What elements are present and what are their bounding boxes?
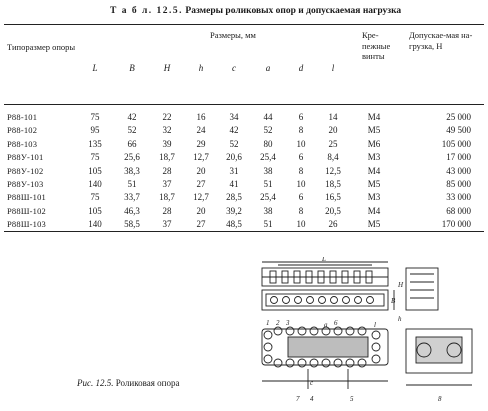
table-cell: 39,2 bbox=[226, 205, 242, 216]
column-header-h: h bbox=[198, 63, 204, 73]
table-cell: 26 bbox=[328, 219, 338, 230]
table-cell: 8 bbox=[298, 125, 304, 136]
row-type-size: Р88Ш-103 bbox=[7, 219, 46, 230]
header-load: Допускае-мая на-грузка, Н bbox=[409, 30, 473, 51]
table-cell: 52 bbox=[127, 125, 137, 136]
table-cell: М6 bbox=[367, 138, 381, 149]
figure-caption bbox=[77, 378, 179, 388]
table-cell: 46,3 bbox=[124, 205, 140, 216]
table-cell: 20,6 bbox=[226, 152, 242, 163]
svg-text:h: h bbox=[398, 315, 402, 323]
table-cell: 48,5 bbox=[226, 219, 242, 230]
table-cell: 20 bbox=[196, 165, 206, 176]
svg-text:c: c bbox=[310, 379, 314, 387]
row-type-size: Р88-101 bbox=[7, 112, 38, 122]
svg-text:B: B bbox=[391, 297, 396, 305]
row-type-size: Р88У-103 bbox=[7, 179, 44, 189]
table-cell: 51 bbox=[263, 179, 273, 189]
table-cell: 38,3 bbox=[124, 165, 140, 176]
row-type-size: Р88Ш-101 bbox=[7, 192, 46, 203]
table-cell: 105 bbox=[88, 165, 102, 176]
header-dimensions: Размеры, мм bbox=[210, 30, 256, 40]
header-type-size: Типоразмер опоры bbox=[7, 42, 76, 52]
svg-text:5: 5 bbox=[350, 395, 354, 403]
table-cell: 32 bbox=[162, 125, 172, 136]
svg-text:a: a bbox=[324, 321, 328, 329]
svg-text:H: H bbox=[398, 281, 404, 289]
table-cell: 6 bbox=[298, 152, 304, 163]
table-cell: М4 bbox=[367, 165, 381, 176]
table-cell: 39 bbox=[162, 138, 172, 149]
table-cell: 58,5 bbox=[124, 219, 140, 230]
table-cell: 20 bbox=[196, 205, 206, 216]
table-label: Т а б л. 12.5. bbox=[110, 6, 184, 16]
table-cell: 41 bbox=[229, 179, 239, 189]
table-cell: 49 500 bbox=[446, 125, 471, 136]
table-cell: М5 bbox=[367, 179, 381, 189]
table-bottom-rule bbox=[4, 231, 484, 232]
table-cell: 85 000 bbox=[446, 179, 471, 189]
table-cell: 18,7 bbox=[159, 152, 175, 163]
table-cell: 18,7 bbox=[159, 192, 175, 203]
table-cell: М3 bbox=[367, 152, 381, 163]
column-header-h: H bbox=[163, 63, 171, 73]
svg-text:3: 3 bbox=[286, 319, 290, 327]
table-cell: М5 bbox=[367, 219, 381, 230]
caption-text: Роликовая опора bbox=[115, 378, 180, 388]
svg-text:1: 1 bbox=[266, 319, 270, 327]
row-type-size: Р88-102 bbox=[7, 125, 38, 136]
middle-view-body bbox=[262, 290, 388, 310]
table-cell: 80 bbox=[263, 138, 273, 149]
table-cell: 20 bbox=[328, 125, 338, 136]
table-cell: М5 bbox=[367, 125, 381, 136]
table-cell: 10 bbox=[296, 219, 306, 230]
table-cell: 20,5 bbox=[325, 205, 341, 216]
svg-text:L: L bbox=[322, 257, 326, 263]
table-cell: 12,7 bbox=[193, 192, 209, 203]
table-cell: 8,4 bbox=[327, 152, 339, 163]
table-cell: 8 bbox=[298, 205, 304, 216]
svg-text:2: 2 bbox=[276, 319, 280, 327]
table-cell: 105 bbox=[88, 205, 102, 216]
row-type-size: Р88У-101 bbox=[7, 152, 44, 163]
column-header-d: d bbox=[298, 63, 304, 73]
table-cell: М3 bbox=[367, 192, 381, 203]
table-cell: 37 bbox=[162, 179, 172, 189]
row-type-size: Р88У-102 bbox=[7, 165, 44, 176]
column-header-l: L bbox=[92, 63, 98, 73]
table-cell: 140 bbox=[88, 219, 102, 230]
table-cell: 27 bbox=[196, 179, 206, 189]
table-cell: 43 000 bbox=[446, 165, 471, 176]
svg-text:6: 6 bbox=[334, 319, 338, 327]
table-cell: 18,5 bbox=[325, 179, 341, 189]
table-cell: 12,7 bbox=[193, 152, 209, 163]
table-cell: 28,5 bbox=[226, 192, 242, 203]
table-cell: 16 bbox=[196, 112, 206, 122]
table-cell: 25,4 bbox=[260, 192, 276, 203]
table-cell: 25,4 bbox=[260, 152, 276, 163]
column-header-b: B bbox=[129, 63, 135, 73]
table-cell: 75 bbox=[90, 192, 100, 203]
table-cell: 52 bbox=[229, 138, 239, 149]
table-cell: 10 bbox=[296, 138, 306, 149]
table-cell: 28 bbox=[162, 205, 172, 216]
row-type-size: Р88-103 bbox=[7, 138, 38, 149]
table-cell: 27 bbox=[196, 219, 206, 230]
table-cell: 51 bbox=[263, 219, 273, 230]
header-bottom-rule bbox=[4, 104, 484, 105]
table-cell: 140 bbox=[88, 179, 102, 189]
table-caption: Размеры роликовых опор и допускаемая нагрузка bbox=[185, 6, 402, 16]
column-header-c: c bbox=[232, 63, 236, 73]
table-cell: 66 bbox=[127, 138, 137, 149]
table-top-rule bbox=[4, 24, 484, 25]
table-cell: 38 bbox=[263, 205, 273, 216]
table-cell: 25,6 bbox=[124, 152, 140, 163]
table-cell: 12,5 bbox=[325, 165, 341, 176]
svg-text:8: 8 bbox=[438, 395, 442, 403]
table-cell: 25 bbox=[328, 138, 338, 149]
table-cell: 135 bbox=[88, 138, 102, 149]
table-cell: М4 bbox=[367, 112, 381, 122]
table-cell: 29 bbox=[196, 138, 206, 149]
table-cell: 33 000 bbox=[446, 192, 471, 203]
table-cell: 24 bbox=[196, 125, 206, 136]
table-cell: 51 bbox=[127, 179, 137, 189]
table-cell: 105 000 bbox=[441, 138, 471, 149]
caption-prefix: Рис. 12.5. bbox=[77, 378, 114, 388]
table-cell: 170 000 bbox=[441, 219, 471, 230]
table-cell: 22 bbox=[162, 112, 172, 122]
table-cell: М4 bbox=[367, 205, 381, 216]
table-cell: 68 000 bbox=[446, 205, 471, 216]
table-cell: 75 bbox=[90, 152, 100, 163]
column-header-l: l bbox=[331, 63, 335, 73]
table-cell: 25 000 bbox=[446, 112, 471, 122]
table-cell: 10 bbox=[296, 179, 306, 189]
row-type-size: Р88Ш-102 bbox=[7, 205, 46, 216]
header-fastening: Кре-пежные винты bbox=[362, 30, 391, 61]
table-cell: 17 000 bbox=[446, 152, 471, 163]
table-cell: 28 bbox=[162, 165, 172, 176]
roller-support-drawing bbox=[248, 257, 484, 407]
table-cell: 33,7 bbox=[124, 192, 140, 203]
table-cell: 14 bbox=[328, 112, 338, 122]
svg-text:l: l bbox=[374, 321, 376, 329]
middle-view-rollers bbox=[271, 297, 374, 304]
table-cell: 44 bbox=[263, 112, 273, 122]
table-cell: 31 bbox=[229, 165, 239, 176]
svg-text:7: 7 bbox=[296, 395, 300, 403]
table-cell: 42 bbox=[127, 112, 137, 122]
svg-text:4: 4 bbox=[310, 395, 314, 403]
table-cell: 75 bbox=[90, 112, 100, 122]
table-cell: 6 bbox=[298, 192, 304, 203]
table-cell: 8 bbox=[298, 165, 304, 176]
column-header-a: a bbox=[265, 63, 271, 73]
table-cell: 34 bbox=[229, 112, 239, 122]
table-cell: 16,5 bbox=[325, 192, 341, 203]
table-cell: 37 bbox=[162, 219, 172, 230]
table-cell: 52 bbox=[263, 125, 273, 136]
table-title bbox=[110, 6, 401, 16]
table-cell: 95 bbox=[90, 125, 100, 136]
table-cell: 6 bbox=[298, 112, 304, 122]
table-cell: 38 bbox=[263, 165, 273, 176]
table-cell: 42 bbox=[229, 125, 239, 136]
